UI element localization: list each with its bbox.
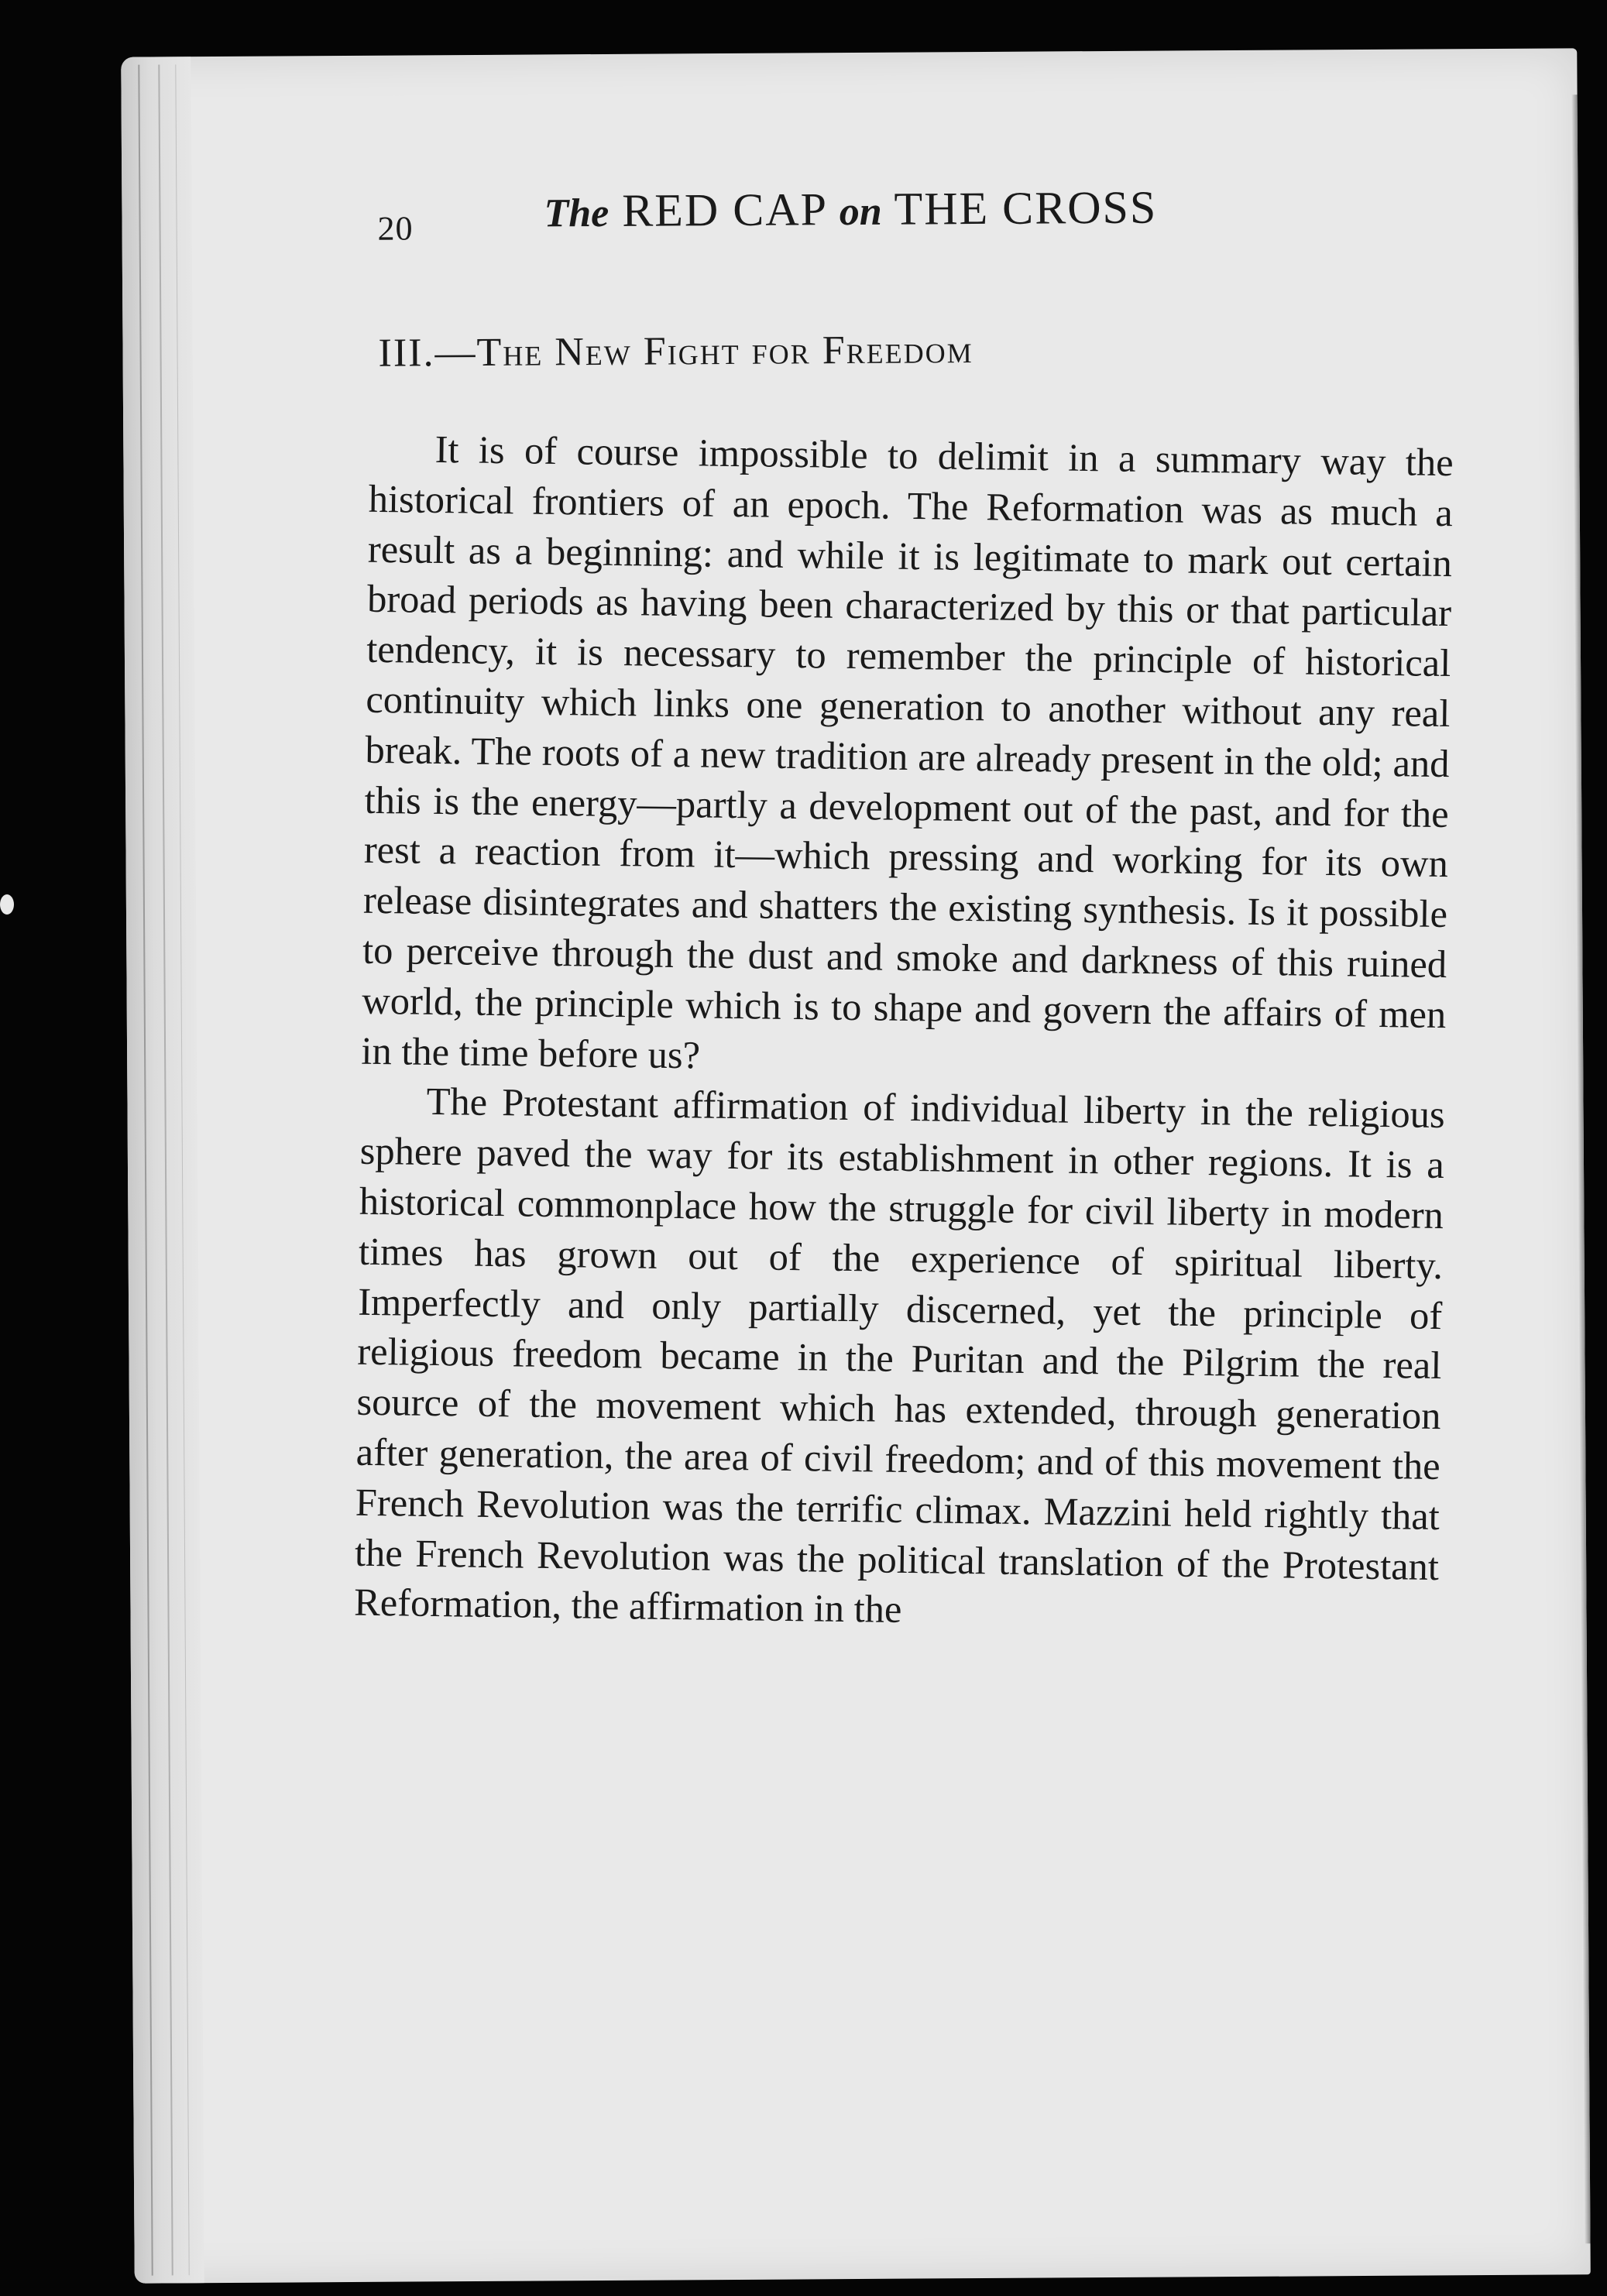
gutter-line — [175, 64, 189, 2275]
paragraph: It is of course impossible to delimit in a summary way the historical frontiers of an epoch. The Reformation was as much a result as a beginning: and while it is legitimate to mark out certain broad periods as having been characterized by this or that particular tendency, it is necessary to remember the principle of historical continuity which links one generation to another without any real break. The roots of a new tradition are already present in the old; and this is the energy—partly a development out of the past, and for the rest a reaction from it—which pressing and working for its own release disintegrates and shatters the existing synthesis. Is it possible to perceive through the dust and smoke and darkness of this ruined world, the principle which is to shape and govern the affairs of men in the time before us? — [361, 427, 1454, 1077]
paragraph: The Protestant affirmation of individual liberty in the religious sphere paved the way for its establishment in other regions. It is a historical commonplace how the struggle for civil liberty in modern times has grown out of the experience of spiritual liberty. Imperfectly and only partially discerned, yet the principle of religious freedom became in the Puritan and the Pilgrim the real source of the movement which has extended, through generation after generation, the area of civil freedom; and of this movement the French Revolution was the terrific climax. Mazzini held rightly that the French Revolution was the political translation of the Protestant Reformation, the affirmation in the — [353, 1079, 1445, 1632]
book-page — [121, 48, 1591, 2283]
title-prefix: The — [544, 190, 609, 236]
gutter-line — [158, 64, 173, 2275]
title-joiner: on — [839, 189, 882, 235]
text-block — [353, 48, 1597, 2068]
page-number: 20 — [377, 209, 414, 248]
section-heading: III.—The New Fight for Freedom — [378, 328, 973, 376]
body-text — [354, 424, 1454, 1642]
running-head — [377, 179, 1431, 255]
title-main: RED CAP — [622, 184, 826, 236]
title-end: THE CROSS — [894, 181, 1158, 235]
gutter-line — [138, 65, 153, 2276]
running-title — [544, 181, 1157, 239]
page-gutter — [121, 57, 204, 2283]
